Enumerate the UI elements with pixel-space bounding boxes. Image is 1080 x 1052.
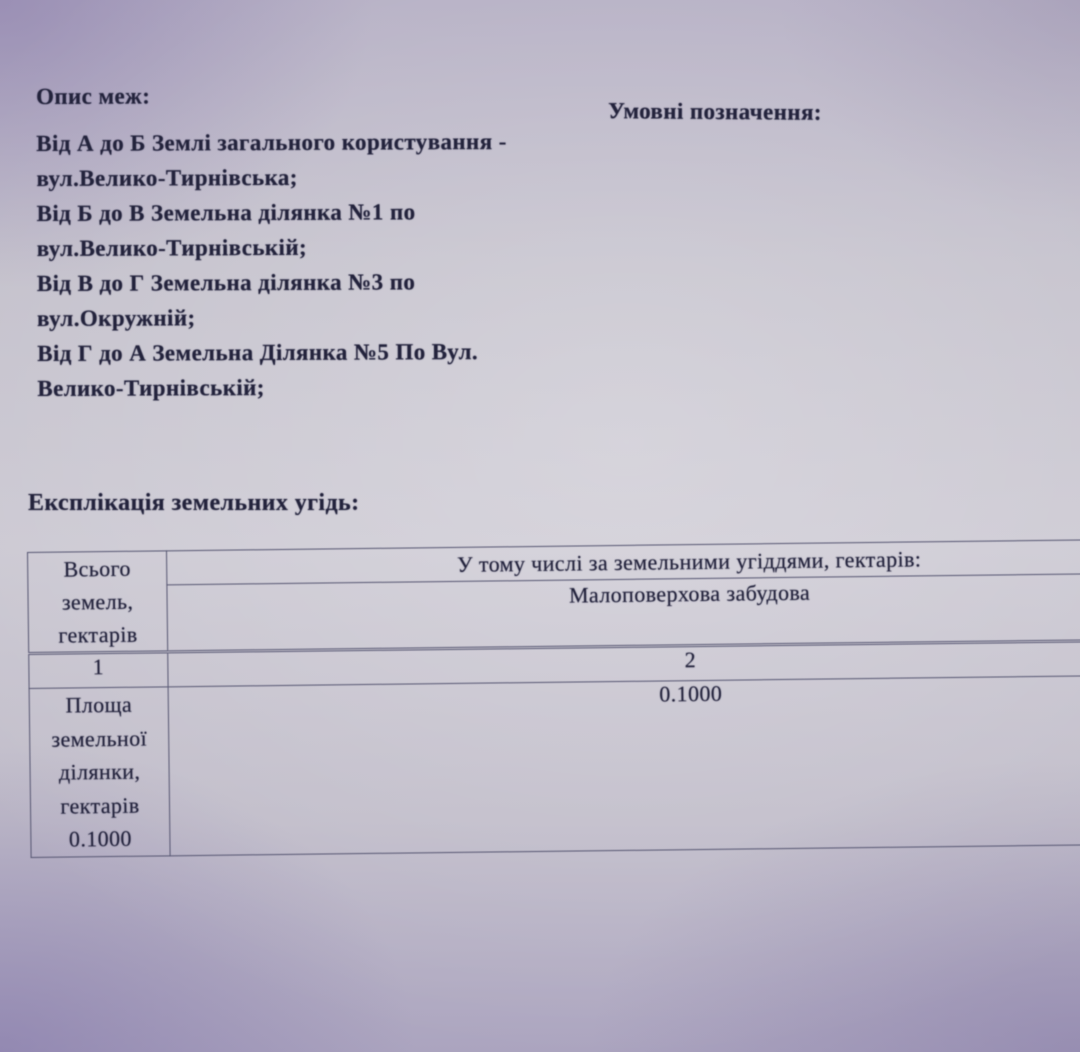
land-use-type-cell: Малоповерхова забудова xyxy=(167,573,1080,652)
boundary-line: Від Г до А Земельна Ділянка №5 По Вул. xyxy=(37,339,479,366)
area-label-cell: Площа земельної ділянки, гектарів 0.1000 xyxy=(29,687,170,858)
legend-title: Умовні позначення: xyxy=(607,98,823,125)
total-land-header-cell: Всього земель, гектарів xyxy=(28,551,168,654)
area-data-row xyxy=(29,674,1080,857)
boundary-line: Від Б до В Земельна ділянка №1 по xyxy=(36,199,416,226)
explication-table xyxy=(27,538,1080,858)
boundaries-section xyxy=(36,82,508,406)
explication-title: Експлікація земельних угідь: xyxy=(28,490,360,516)
col-index-2-cell: 2 xyxy=(168,639,1080,686)
boundaries-title: Опис меж: xyxy=(36,83,151,109)
boundary-line: Від А до Б Землі загального користування - xyxy=(36,128,507,156)
boundary-line: Велико-Тирнівській; xyxy=(37,375,265,401)
boundary-line: вул.Велико-Тирнівська; xyxy=(36,164,298,191)
boundary-line: Від В до Г Земельна ділянка №3 по xyxy=(36,269,416,296)
boundary-line: вул.Окружній; xyxy=(36,305,196,331)
table-subheader-row xyxy=(28,573,1080,654)
land-use-group-header-cell: У тому числі за земельними угіддями, гектарів: xyxy=(166,538,1080,585)
area-value-cell: 0.1000 xyxy=(168,674,1080,855)
boundary-line: вул.Велико-Тирнівській; xyxy=(36,234,308,261)
col-index-1-cell: 1 xyxy=(29,652,168,689)
